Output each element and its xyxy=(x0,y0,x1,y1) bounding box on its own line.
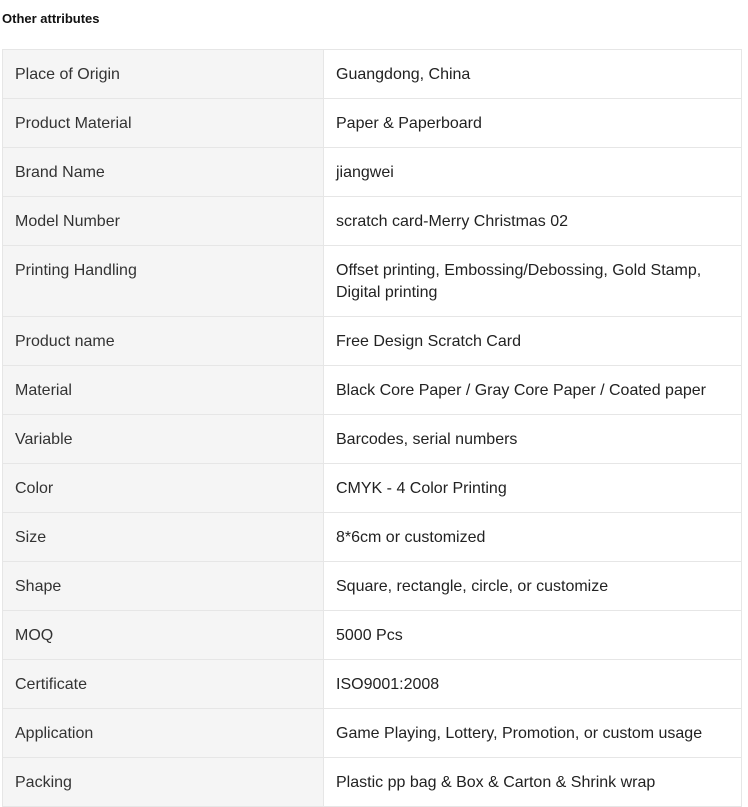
table-row xyxy=(3,148,742,197)
table-row xyxy=(3,99,742,148)
attribute-value: Black Core Paper / Gray Core Paper / Coated paper xyxy=(324,366,742,415)
attribute-value: Free Design Scratch Card xyxy=(324,317,742,366)
attribute-value: CMYK - 4 Color Printing xyxy=(324,464,742,513)
attribute-value: ISO9001:2008 xyxy=(324,660,742,709)
attribute-value: Square, rectangle, circle, or customize xyxy=(324,562,742,611)
attribute-value: 5000 Pcs xyxy=(324,611,742,660)
attribute-key: Brand Name xyxy=(3,148,324,197)
attribute-key: Shape xyxy=(3,562,324,611)
table-row xyxy=(3,246,742,317)
attribute-key: Place of Origin xyxy=(3,50,324,99)
attribute-value: Game Playing, Lottery, Promotion, or custom usage xyxy=(324,709,742,758)
table-row xyxy=(3,758,742,807)
table-row xyxy=(3,611,742,660)
attribute-key: Model Number xyxy=(3,197,324,246)
attribute-key: MOQ xyxy=(3,611,324,660)
attribute-key: Printing Handling xyxy=(3,246,324,317)
attribute-value: scratch card-Merry Christmas 02 xyxy=(324,197,742,246)
table-row xyxy=(3,464,742,513)
attribute-value: Guangdong, China xyxy=(324,50,742,99)
attribute-key: Size xyxy=(3,513,324,562)
table-row xyxy=(3,317,742,366)
attribute-value: Paper & Paperboard xyxy=(324,99,742,148)
table-row xyxy=(3,415,742,464)
attribute-key: Packing xyxy=(3,758,324,807)
attribute-value: jiangwei xyxy=(324,148,742,197)
table-row xyxy=(3,197,742,246)
attribute-key: Material xyxy=(3,366,324,415)
attribute-value: 8*6cm or customized xyxy=(324,513,742,562)
attribute-key: Application xyxy=(3,709,324,758)
attribute-key: Product name xyxy=(3,317,324,366)
attributes-table xyxy=(2,49,742,807)
attribute-key: Color xyxy=(3,464,324,513)
attribute-key: Variable xyxy=(3,415,324,464)
table-row xyxy=(3,709,742,758)
table-row xyxy=(3,513,742,562)
attribute-value: Offset printing, Embossing/Debossing, Gold Stamp, Digital printing xyxy=(324,246,742,317)
table-row xyxy=(3,366,742,415)
attribute-key: Product Material xyxy=(3,99,324,148)
table-row xyxy=(3,660,742,709)
attribute-key: Certificate xyxy=(3,660,324,709)
attribute-value: Barcodes, serial numbers xyxy=(324,415,742,464)
table-row xyxy=(3,50,742,99)
table-row xyxy=(3,562,742,611)
section-title: Other attributes xyxy=(2,11,100,26)
attribute-value: Plastic pp bag & Box & Carton & Shrink wrap xyxy=(324,758,742,807)
